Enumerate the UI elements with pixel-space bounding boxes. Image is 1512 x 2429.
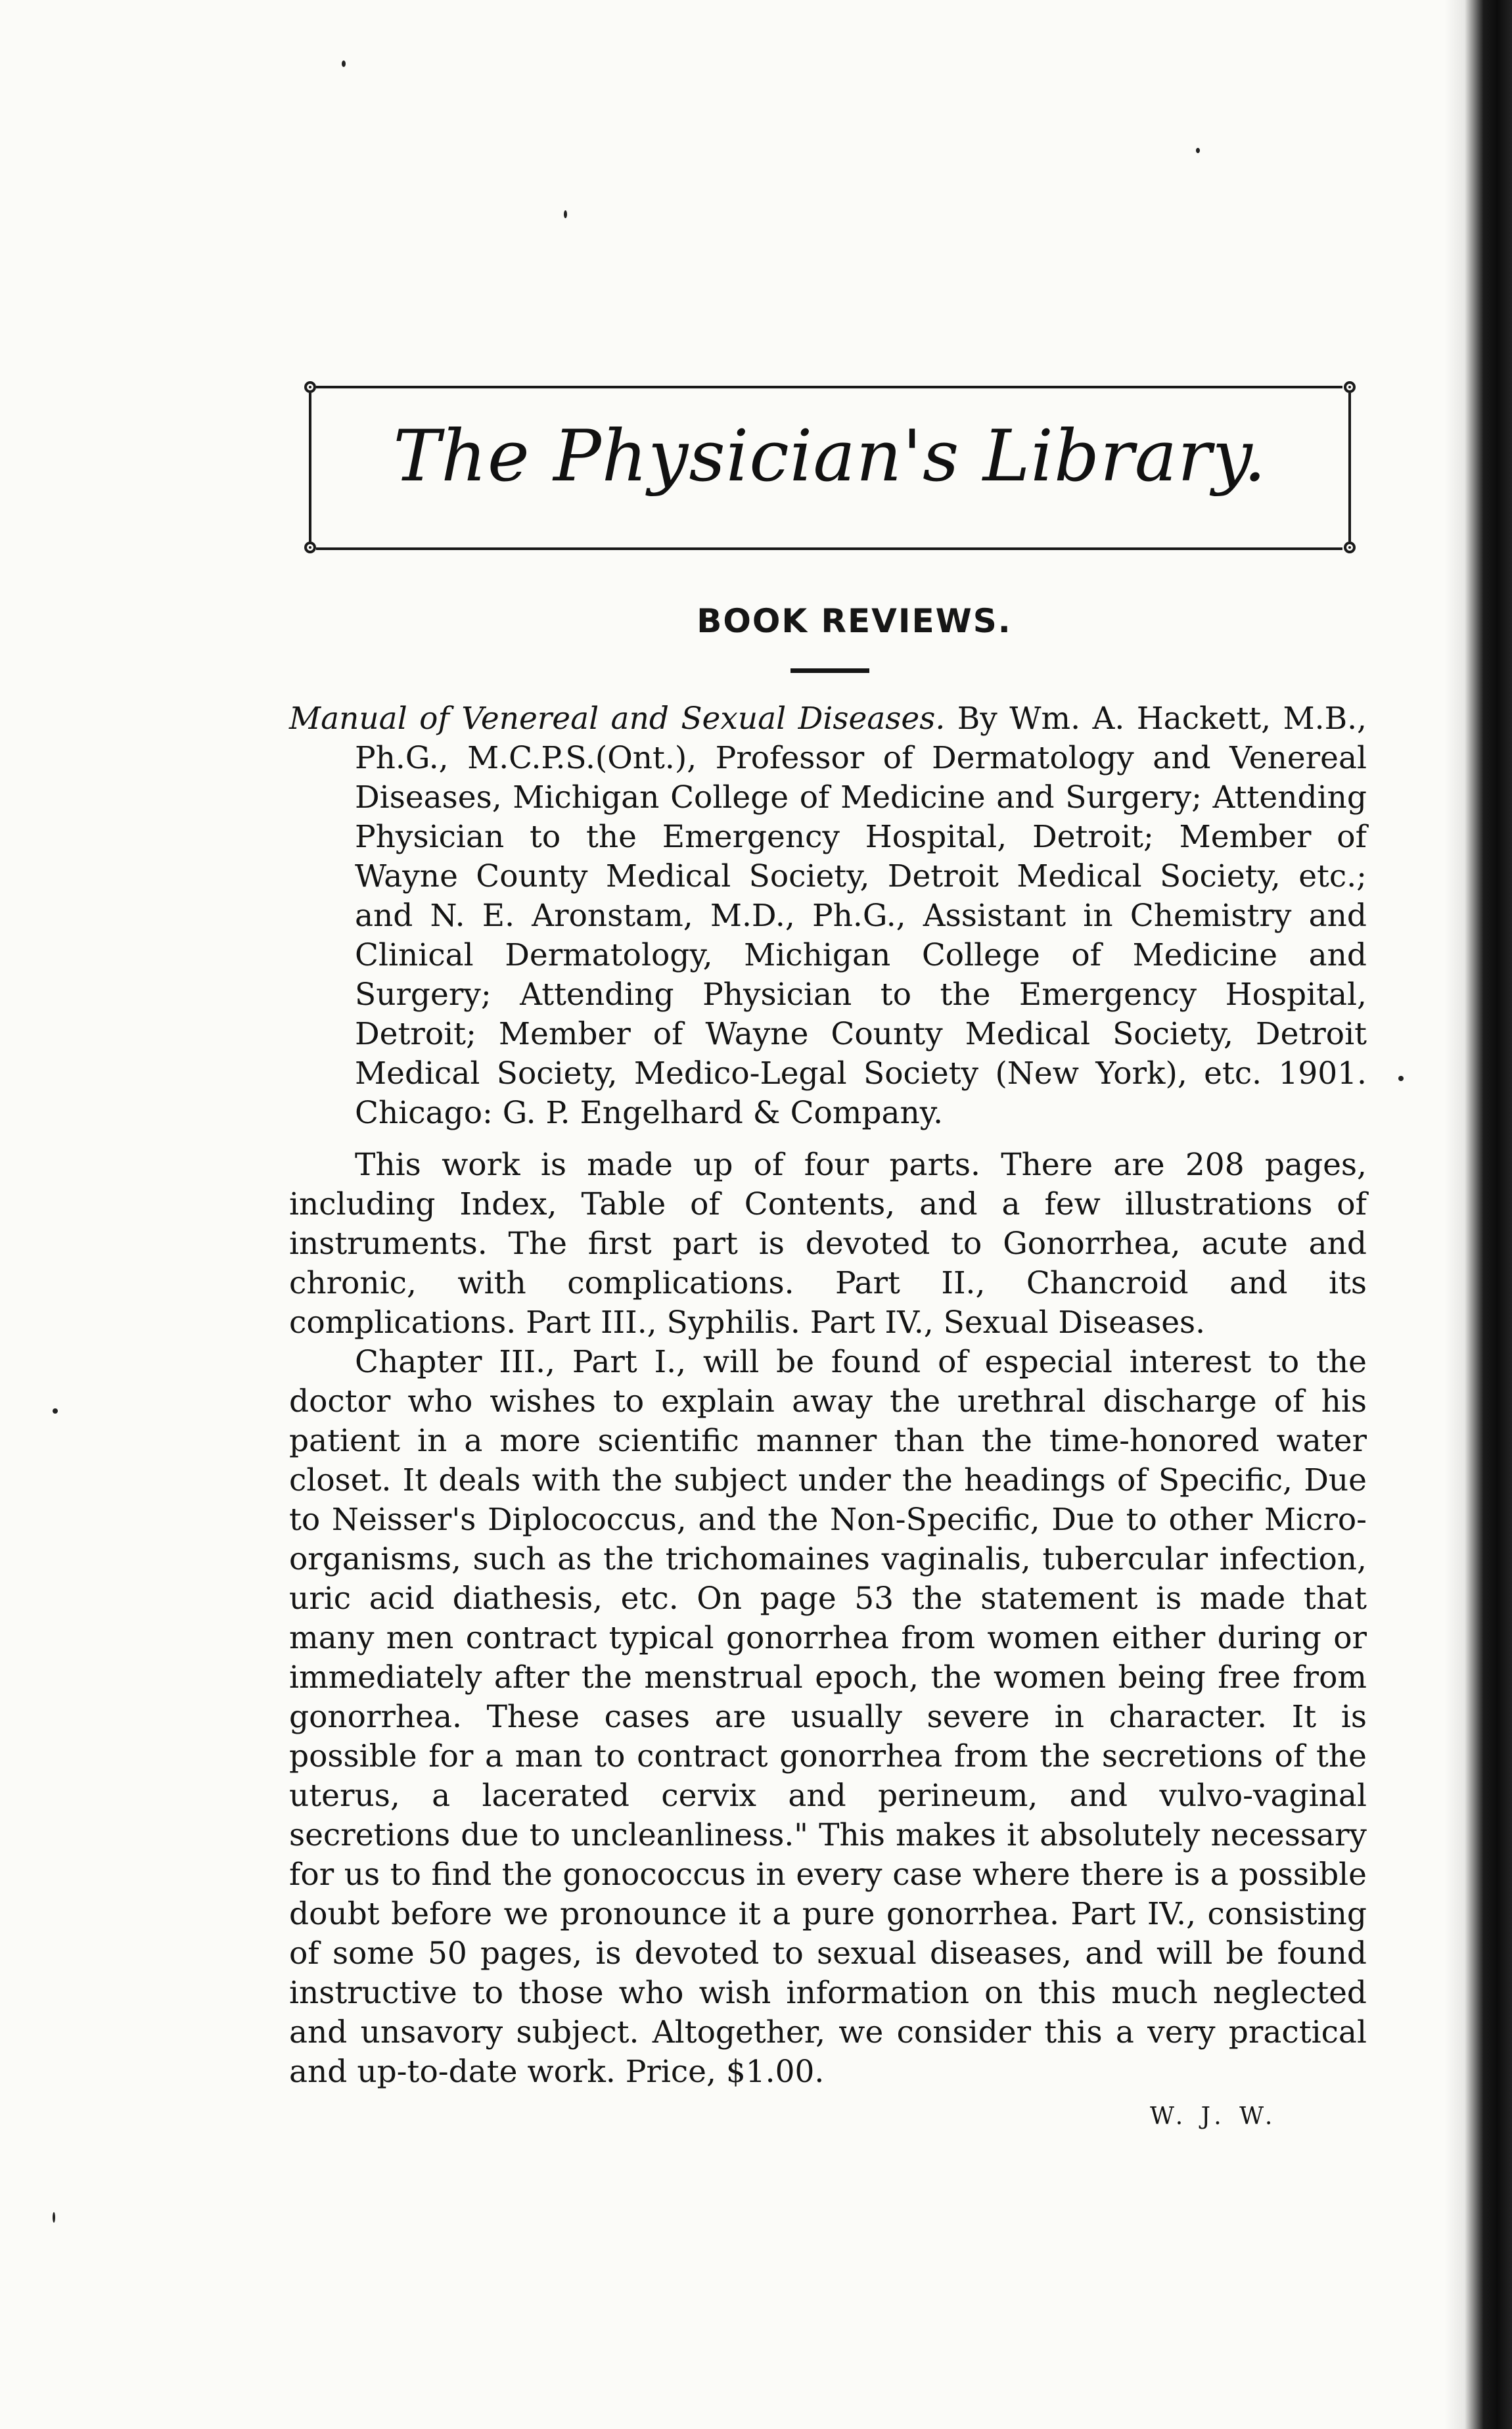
review-paragraph: Chapter III., Part I., will be found of especial interest to the doctor who wishes to explain away the urethral discharge of his patient in a more scientific manner than the time-honored water closet. It deals with the subject under the headings of Specific, Due to Neisser's Diplococcus, and the Non-Specific, Due to other Micro-organisms, such as the trichomaines vaginalis, tubercular infection, uric acid diathesis, etc. On page 53 the statement is made that many men contract typical gonorrhea from women either during or immediately after the menstrual epoch, the women being free from gonorrhea. These cases are usually severe in character. It is possible for a man to contract gonorrhea from the secretions of the uterus, a lacerated cervix and perineum, and vulvo-vaginal secretions due to uncleanliness." This makes it absolutely necessary for us to find the gonococcus in every case where there is a possible doubt before we pronounce it a pure gonorrhea. Part IV., consisting of some 50 pages, is devoted to sexual diseases, and will be found instructive to those who wish information on this much neglected and unsavory subject. Altogether, we consider this a very practical and up-to-date work. Price, $1.00. xyxy=(289,1344,1367,2090)
binding-shadow xyxy=(1444,0,1512,2429)
scan-speck xyxy=(342,60,346,67)
heading-rule xyxy=(790,668,869,673)
scan-speck xyxy=(564,210,567,218)
book-title: Manual of Venereal and Sexual Diseases. xyxy=(289,701,946,737)
review-body xyxy=(289,1145,1367,2092)
masthead-frame xyxy=(304,381,1356,553)
review-paragraph: This work is made up of four parts. There are 208 pages, including Index, Table of Contents, and a few illustrations of instruments. The first part is devoted to Gonorrhea, acute and chronic, with complications. Part II., Chancroid and its complications. Part III., Syphilis. Part IV., Sexual Diseases. xyxy=(289,1147,1367,1341)
scan-speck xyxy=(1196,148,1200,153)
scan-speck xyxy=(53,1408,58,1414)
section-heading: BOOK REVIEWS. xyxy=(697,602,1012,640)
scan-speck xyxy=(1398,1076,1404,1081)
book-citation xyxy=(289,699,1367,1133)
reviewer-initials: W. J. W. xyxy=(1150,2103,1278,2130)
page-title: The Physician's Library. xyxy=(393,415,1267,497)
citation-details: By Wm. A. Hackett, M.B., Ph.G., M.C.P.S.(Ont.), Professor of Dermatology and Venereal Diseases, Michigan College of Medicine and Surgery; Attending Physician to the Emergency Hospital, Detroit; Member of Wayne County Medical Society, Detroit Medical Society, etc.; and N. E. Aronstam, M.D., Ph.G., Assistant in Chemistry and Clinical Dermatology, Michigan College of Medicine and Surgery; Attending Physician to the Emergency Hospital, Detroit; Member of Wayne County Medical Society, Detroit Medical Society, Medico-Legal Society (New York), etc. 1901. Chicago: G. P. Engelhard & Company. xyxy=(355,701,1367,1131)
scan-speck xyxy=(53,2212,55,2223)
